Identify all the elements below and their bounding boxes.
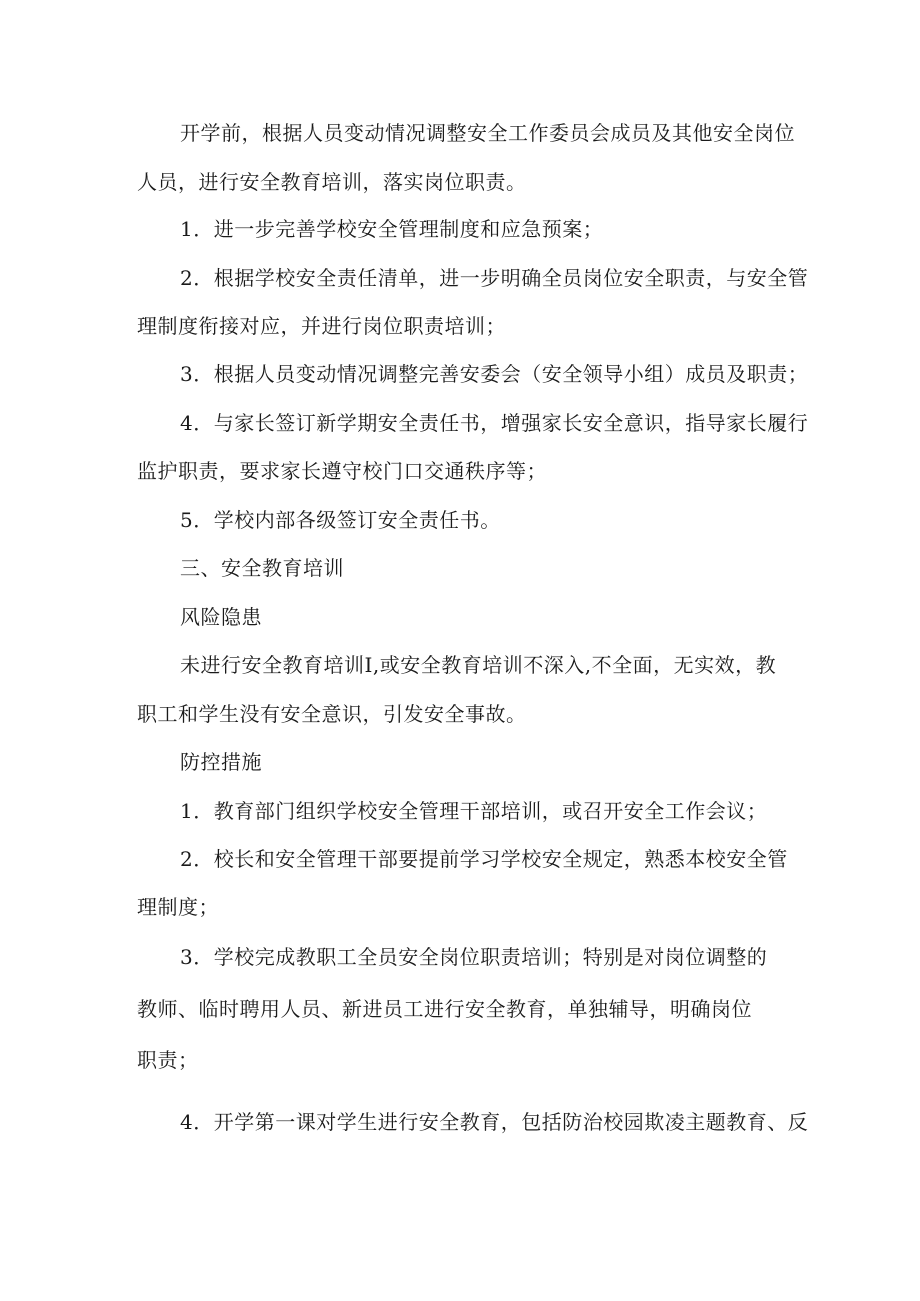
paragraph-line: 职工和学生没有安全意识，引发安全事故。: [137, 702, 527, 726]
measure-item-3-cont: 教师、临时聘用人员、新进员工进行安全教育，单独辅导，明确岗位: [137, 997, 752, 1021]
measure-item-3: 3．学校完成教职工全员安全岗位职责培训；特别是对岗位调整的: [180, 945, 768, 969]
list-item-2: 2．根据学校安全责任清单，进一步明确全员岗位安全职责，与安全管: [180, 266, 809, 290]
subheading-measures: 防控措施: [180, 750, 262, 774]
list-item-2-cont: 理制度衔接对应，并进行岗位职责培训；: [137, 314, 506, 338]
subheading-risk: 风险隐患: [180, 605, 262, 629]
paragraph-line: 人员，进行安全教育培训，落实岗位职责。: [137, 170, 527, 194]
list-item-5: 5．学校内部各级签订安全责任书。: [180, 508, 501, 532]
list-item-1: 1．进一步完善学校安全管理制度和应急预案；: [180, 217, 604, 241]
list-item-4: 4．与家长签订新学期安全责任书，增强家长安全意识，指导家长履行: [180, 411, 809, 435]
list-item-4-cont: 监护职责，要求家长遵守校门口交通秩序等；: [137, 459, 547, 483]
paragraph-line: 未进行安全教育培训I,或安全教育培训不深入,不全面，无实效，教: [180, 653, 777, 677]
measure-item-2-cont: 理制度；: [137, 895, 219, 919]
measure-item-3-cont: 职责；: [137, 1048, 199, 1072]
measure-item-2: 2．校长和安全管理干部要提前学习学校安全规定，熟悉本校安全管: [180, 847, 788, 871]
paragraph-line: 开学前，根据人员变动情况调整安全工作委员会成员及其他安全岗位: [180, 121, 795, 145]
section-heading: 三、安全教育培训: [180, 556, 344, 580]
list-item-3: 3．根据人员变动情况调整完善安委会（安全领导小组）成员及职责；: [180, 362, 809, 386]
measure-item-4: 4．开学第一课对学生进行安全教育，包括防治校园欺凌主题教育、反: [180, 1110, 809, 1134]
measure-item-1: 1．教育部门组织学校安全管理干部培训，或召开安全工作会议；: [180, 799, 768, 823]
